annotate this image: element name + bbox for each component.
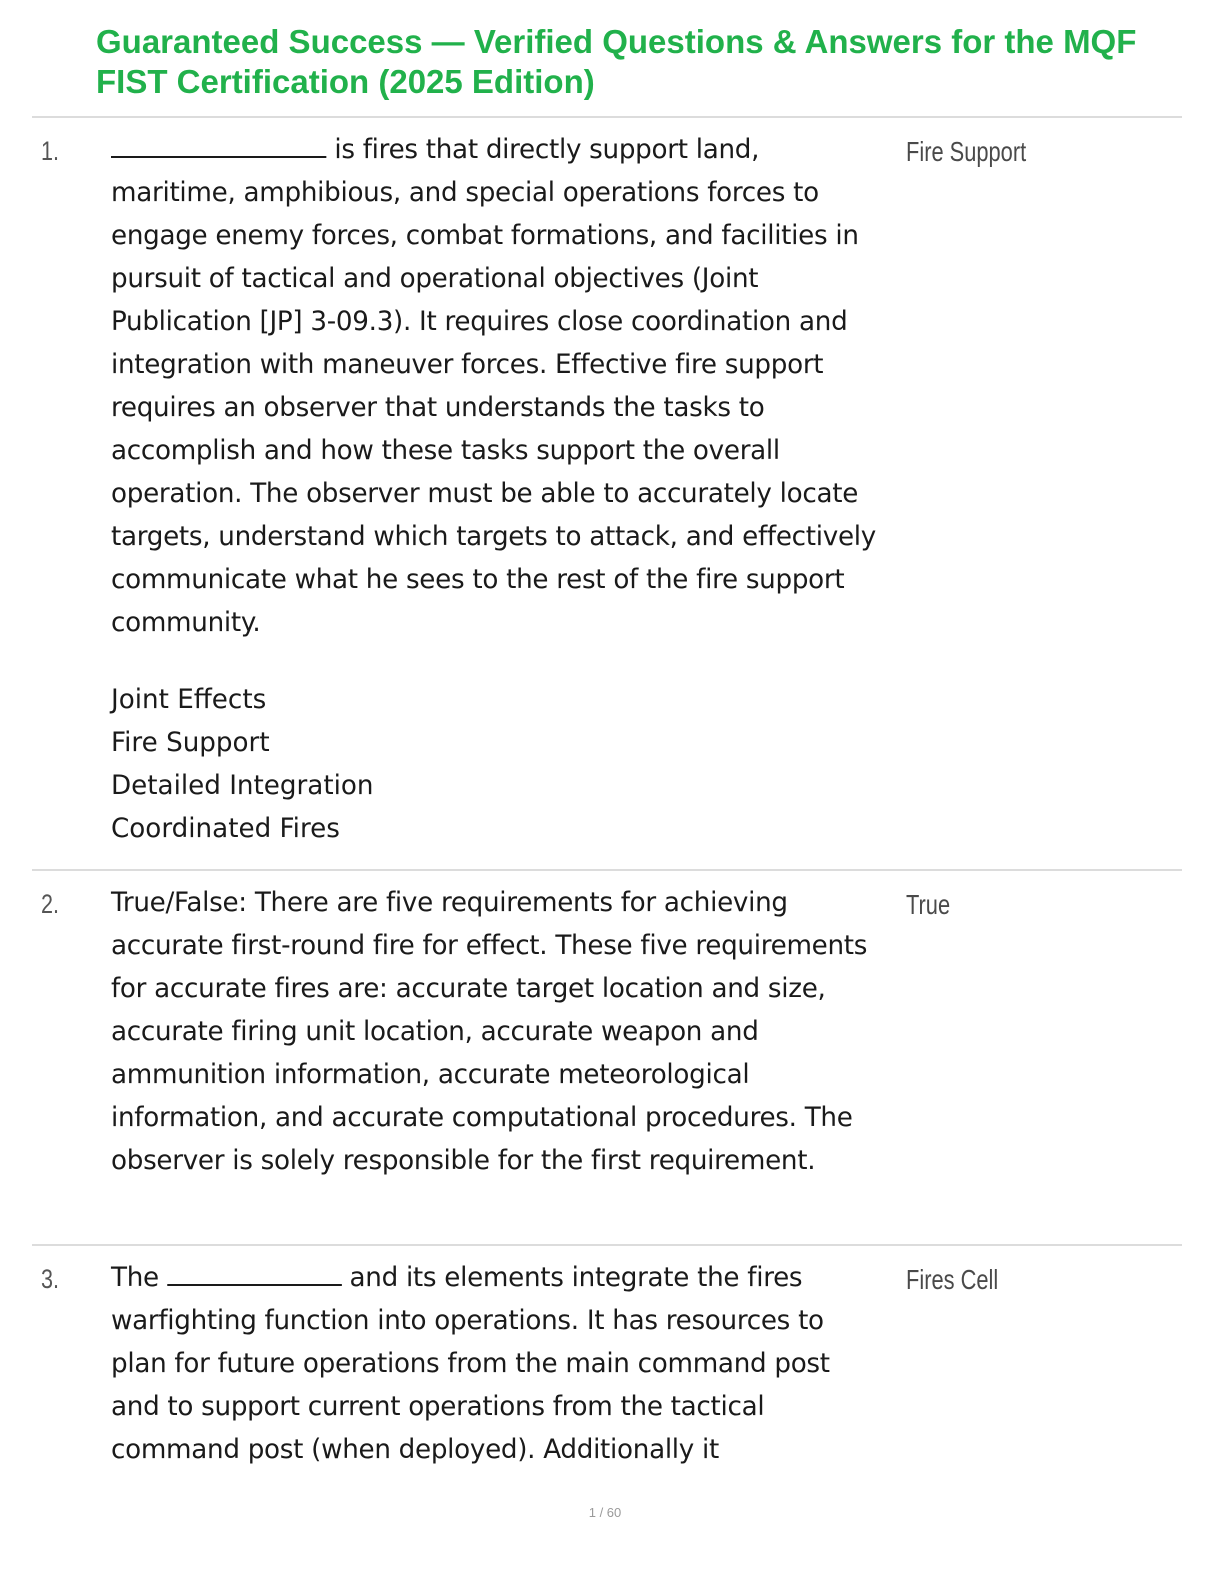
answer-blank (111, 134, 326, 158)
question-text (111, 128, 877, 644)
question-answer: True (906, 889, 951, 920)
question-answer: Fire Support (906, 136, 1027, 167)
divider (32, 1244, 1182, 1246)
divider (32, 869, 1182, 871)
question-number: 1. (41, 136, 60, 166)
document-title: Guaranteed Success — Verified Questions & Answers for the MQF FIST Certification (2025 Edition) (96, 23, 1137, 100)
question-text (111, 1256, 877, 1471)
page-indicator: 1 / 60 (588, 1505, 622, 1520)
question-number: 2. (41, 889, 60, 919)
question-text-body: and its elements integrate the fires warfighting function into operations. It has resources to plan for future operations from the main command post and to support current operations from the tactical command post (when deployed). Additionally it (111, 1262, 830, 1465)
answer-blank (167, 1262, 342, 1286)
question-text-lead: The (111, 1262, 167, 1293)
divider (32, 116, 1182, 118)
question-text: True/False: There are five requirements for achieving accurate first-round fire for effect. These five requirements for accurate fires are: accurate target location and size, accurate firing unit location, accurate weapon and ammunition information, accurate meteorological information, and accurate computational procedures. The observer is solely responsible for the first requirement. (111, 887, 868, 1176)
answer-option: Fire Support (111, 727, 270, 758)
answer-option: Detailed Integration (111, 770, 374, 801)
question-text-body: is fires that directly support land, maritime, amphibious, and special operations forces to engage enemy forces, combat formations, and facilities in pursuit of tactical and operational objectives (Joint Publication [JP] 3-09.3). It requires close coordination and integration with maneuver forces. Effective fire support requires an observer that understands the tasks to accomplish and how these tasks support the overall operation. The observer must be able to accurately locate targets, understand which targets to attack, and effectively communicate what he sees to the rest of the fire support community. (111, 134, 876, 638)
answer-option: Joint Effects (111, 684, 267, 715)
question-answer: Fires Cell (906, 1264, 999, 1295)
answer-options (111, 678, 374, 850)
question-number: 3. (41, 1264, 60, 1294)
answer-option: Coordinated Fires (111, 813, 340, 844)
